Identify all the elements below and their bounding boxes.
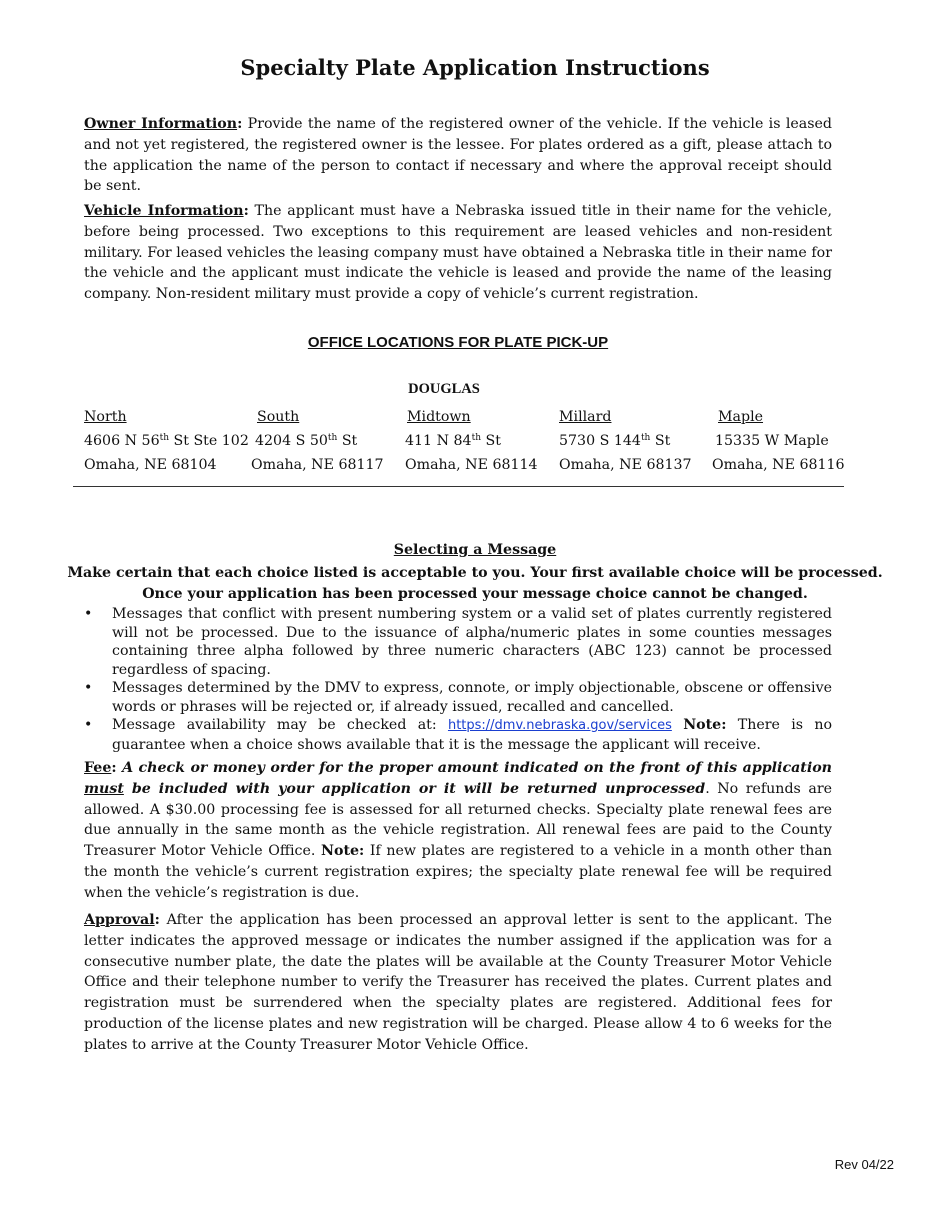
dmv-services-link[interactable]: https://dmv.nebraska.gov/services: [447, 718, 672, 733]
note-label: Note:: [683, 717, 727, 733]
list-item: • Messages that conflict with present numbering system or a valid set of plates currently registered will not be processed. Due to the issuance of alpha/numeric plates in some counties messages containing three alpha followed by three numeric characters (ABC 123) cannot be processed regardless of spacing.: [84, 606, 832, 678]
selecting-message-warning: [0, 563, 950, 604]
vehicle-information-colon: :: [243, 203, 249, 219]
office-city: Omaha, NE 68104: [84, 457, 217, 473]
fee-warning-text: A check or money order for the proper amount indicated on the front of this application: [116, 760, 832, 776]
owner-information-colon: :: [237, 116, 243, 132]
section-divider: [73, 486, 844, 487]
approval-label: Approval: [84, 912, 155, 928]
selecting-message-heading: Selecting a Message: [393, 542, 557, 558]
vehicle-information-section: [84, 201, 832, 305]
office-location-millard: [559, 405, 692, 477]
approval-text: After the application has been processed an approval letter is sent to the applicant. The letter indicates the approved message or indicates the number assigned if the application was for a consecutive number plate, the date the plates will be available at the County Treasurer Motor Vehicle Office and their telephone number to verify the Treasurer has received the plates. Current plates and registration must be surrendered when the specialty plates are registered. Additional fees for production of the license plates and new registration will be charged. Please allow 4 to 6 weeks for the plates to arrive at the County Treasurer Motor Vehicle Office.: [84, 912, 832, 1053]
fee-text: . No refunds are allowed. A $30.00 processing fee is assessed for all returned checks. Specialty plate renewal fees are due annually in the same month as the vehicle registration. All renewal fees are paid to the County Treasurer Motor Vehicle Office.: [84, 780, 832, 860]
vehicle-information-label: Vehicle Information: [84, 203, 244, 219]
list-item: • Message availability may be checked at: https://dmv.nebraska.gov/services Note: There is no guarantee when a choice shows available that it is the message the applicant will receive.: [84, 717, 833, 753]
fee-must-text: must: [84, 780, 124, 797]
office-street: 4606 N 56th St Ste 102: [84, 433, 249, 449]
owner-information-text: Provide the name of the registered owner of the vehicle. If the vehicle is leased and not yet registered, the registered owner is the lessee. For plates ordered as a gift, please attach to the application the name of the person to contact if necessary and where the approval receipt should be sent.: [84, 116, 832, 195]
office-name: Maple: [718, 409, 764, 425]
office-location-south: [251, 405, 384, 477]
office-city: Omaha, NE 68137: [559, 457, 692, 473]
office-locations-heading: OFFICE LOCATIONS FOR PLATE PICK-UP: [307, 334, 609, 351]
message-rules-list: [84, 605, 832, 754]
office-name: Millard: [559, 409, 612, 425]
office-street: 411 N 84th St: [405, 433, 501, 449]
county-name: DOUGLAS: [408, 381, 480, 397]
office-city: Omaha, NE 68116: [712, 457, 845, 473]
warning-line-1: Make certain that each choice listed is acceptable to you. Your first available choice will be processed.: [67, 565, 883, 581]
page-title: Specialty Plate Application Instructions: [240, 55, 710, 80]
list-item: • Messages determined by the DMV to express, connote, or imply objectionable, obscene or offensive words or phrases will be rejected or, if already issued, recalled and cancelled.: [84, 680, 832, 715]
office-location-midtown: [405, 405, 538, 477]
bullet-icon: •: [84, 717, 93, 733]
office-name: North: [84, 409, 127, 425]
vehicle-information-text: The applicant must have a Nebraska issued title in their name for the vehicle, before being processed. Two exceptions to this requirement are leased vehicles and non-resident military. For leased vehicles the leasing company must have obtained a Nebraska title in their name for the vehicle and the applicant must indicate the vehicle is leased and provide the name of the leasing company. Non-resident military must provide a copy of vehicle’s current registration.: [84, 203, 832, 303]
warning-line-2: Once your application has been processed your message choice cannot be changed.: [142, 585, 808, 602]
approval-section: Approval: After the application has been processed an approval letter is sent to the applicant. The letter indicates the approved message or indicates the number assigned if the application was for a consecutive number plate, the date the plates will be available at the County Treasurer Motor Vehicle Office and their telephone number to verify the Treasurer has received the plates. Current plates and registration must be surrendered when the specialty plates are registered. Additional fees for production of the license plates and new registration will be charged. Please allow 4 to 6 weeks for the plates to arrive at the County Treasurer Motor Vehicle Office.: [84, 912, 832, 1053]
office-street: 4204 S 50th St: [255, 433, 358, 449]
office-location-maple: [712, 405, 845, 477]
office-street: 5730 S 144th St: [559, 433, 671, 449]
bullet-icon: •: [84, 680, 93, 696]
revision-label: Rev 04/22: [834, 1157, 894, 1172]
owner-information-label: Owner Information: [84, 116, 238, 132]
office-name: South: [257, 409, 300, 425]
office-location-north: [84, 405, 249, 477]
office-name: Midtown: [407, 409, 471, 425]
fee-section: Fee: A check or money order for the proper amount indicated on the front of this application must be included with your application or it will be returned unprocessed. No refunds are allowed. A $30.00 processing fee is assessed for all returned checks. Specialty plate renewal fees are due annually in the same month as the vehicle registration. All renewal fees are paid to the County Treasurer Motor Vehicle Office. Note: If new plates are registered to a vehicle in a month other than the month the vehicle’s current registration expires; the specialty plate renewal fee will be required when the vehicle’s registration is due.: [84, 760, 833, 901]
office-city: Omaha, NE 68117: [251, 457, 384, 473]
bullet-icon: •: [84, 606, 93, 622]
office-street: 15335 W Maple: [715, 433, 829, 449]
fee-label: Fee: [84, 760, 112, 776]
fee-note-label: Note:: [321, 843, 365, 860]
office-city: Omaha, NE 68114: [405, 457, 538, 473]
owner-information-section: [84, 114, 832, 197]
